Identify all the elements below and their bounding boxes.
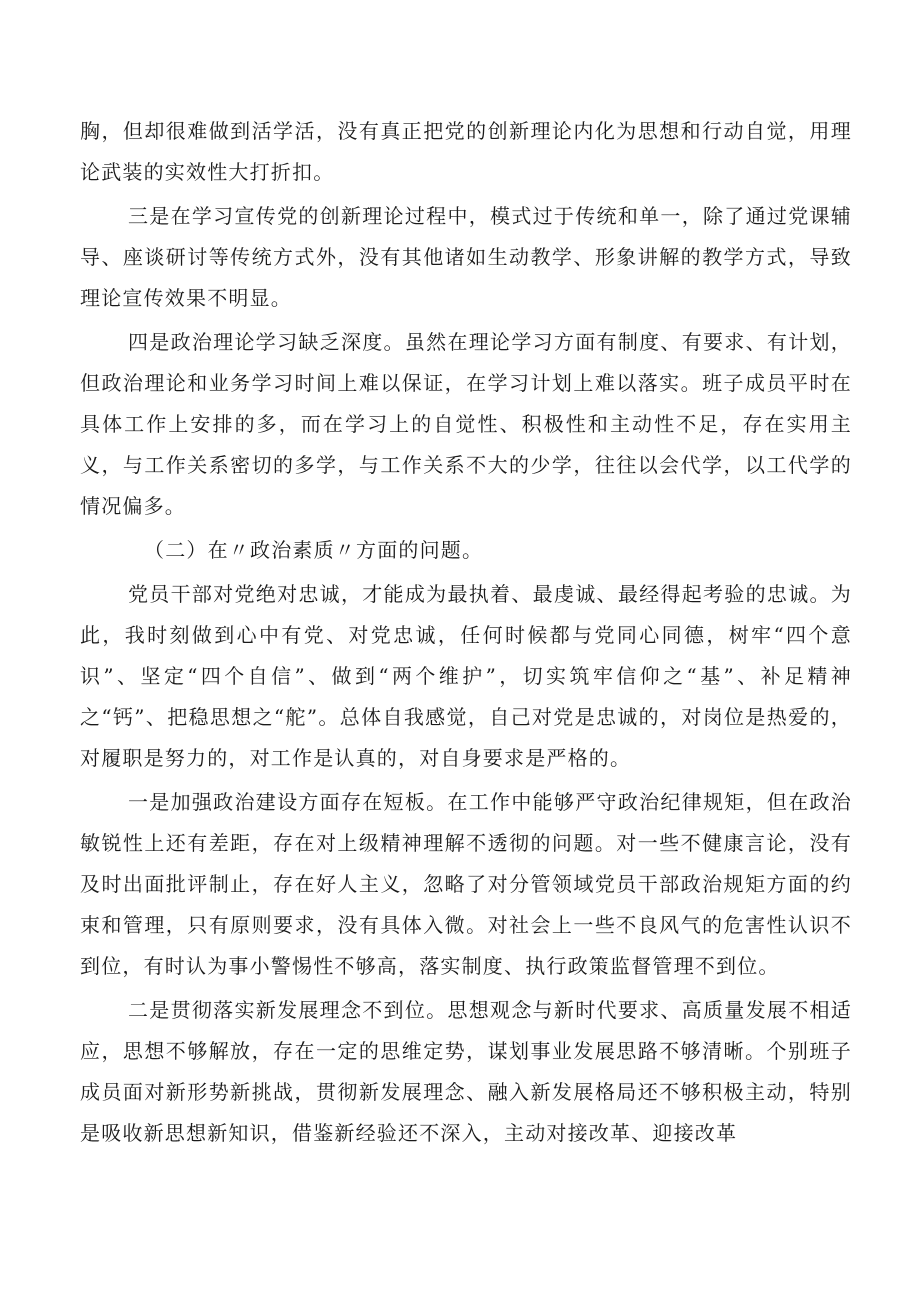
paragraph-point-three: 三是在学习宣传党的创新理论过程中，模式过于传统和单一，除了通过党课辅导、座谈研讨等传统方式外，没有其他诸如生动教学、形象讲解的教学方式，导致理论宣传效果不明显。 (80, 204, 852, 310)
section-heading-political-quality: （二）在〃政治素质〃方面的问题。 (144, 538, 484, 562)
paragraph-point-two: 二是贯彻落实新发展理念不到位。思想观念与新时代要求、高质量发展不相适应，思想不够解放，存在一定的思维定势，谋划事业发展思路不够清晰。个别班子成员面对新形势新挑战，贯彻新发展理念、融入新发展格局还不够积极主动，特别是吸收新思想新知识，借鉴新经验还不深入，主动对接改革、迎接改革 (80, 998, 852, 1145)
paragraph-point-four: 四是政治理论学习缺乏深度。虽然在理论学习方面有制度、有要求、有计划，但政治理论和业务学习时间上难以保证，在学习计划上难以落实。班子成员平时在具体工作上安排的多，而在学习上的自觉性、积极性和主动性不足，存在实用主义，与工作关系密切的多学，与工作关系不大的少学，往往以会代学，以工代学的情况偏多。 (80, 330, 852, 518)
paragraph-point-one: 一是加强政治建设方面存在短板。在工作中能够严守政治纪律规矩，但在政治敏锐性上还有差距，存在对上级精神理解不透彻的问题。对一些不健康言论，没有及时出面批评制止，存在好人主义，忽略了对分管领域党员干部政治规矩方面的约束和管理，只有原则要求，没有具体入微。对社会上一些不良风气的危害性认识不到位，有时认为事小警惕性不够高，落实制度、执行政策监督管理不到位。 (80, 790, 852, 978)
document-body (80, 111, 852, 1154)
paragraph-loyalty: 党员干部对党绝对忠诚，才能成为最执着、最虔诚、最经得起考验的忠诚。为此，我时刻做到心中有党、对党忠诚，任何时候都与党同心同德，树牢“四个意识”、坚定“四个自信”、做到“两个维护”，切实筑牢信仰之“基”、补足精神之“钙”、把稳思想之“舵”。总体自我感觉，自己对党是忠诚的，对岗位是热爱的，对履职是努力的，对工作是认真的，对自身要求是严格的。 (80, 582, 852, 770)
paragraph-continuation: 胸，但却很难做到活学活，没有真正把党的创新理论内化为思想和行动自觉，用理论武装的实效性大打折扣。 (80, 119, 852, 184)
